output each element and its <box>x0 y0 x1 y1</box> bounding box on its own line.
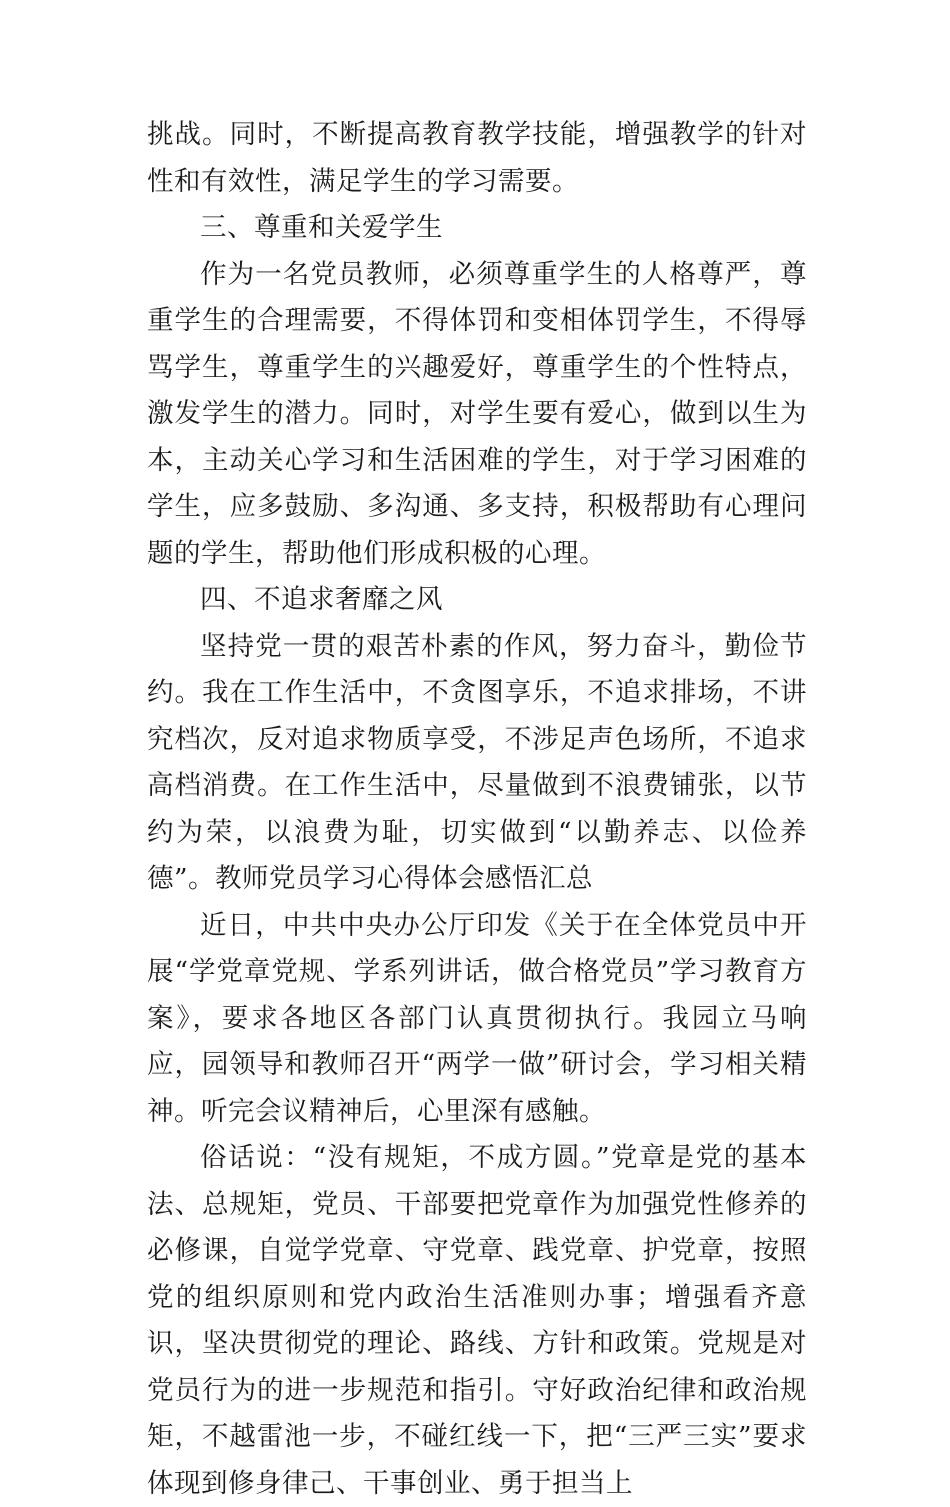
paragraph-respect-students: 作为一名党员教师，必须尊重学生的人格尊严，尊重学生的合理需要，不得体罚和变相体罚学生，不得辱骂学生，尊重学生的兴趣爱好，尊重学生的个性特点，激发学生的潜力。同时，对学生要有爱心，做到以生为本，主动关心学习和生活困难的学生，对于学习困难的学生，应多鼓励、多沟通、多支持，积极帮助有心理问题的学生，帮助他们形成积极的心理。 <box>147 258 807 569</box>
paragraph-rules: 俗话说：“没有规矩，不成方圆。”党章是党的基本法、总规矩，党员、干部要把党章作为加强党性修养的必修课，自觉学党章、守党章、践党章、护党章，按照党的组织原则和党内政治生活准则办事；增强看齐意识，坚决贯彻党的理论、路线、方针和政策。党规是对党员行为的进一步规范和指引。守好政治纪律和政治规矩，不越雷池一步，不碰红线一下，把“三严三实”要求体现到修身律己、干事创业、勇于担当上 <box>147 1142 807 1499</box>
paragraph-continuation: 挑战。同时，不断提高教育教学技能，增强教学的针对性和有效性，满足学生的学习需要。 <box>147 119 807 197</box>
section-heading-3: 三、尊重和关爱学生 <box>200 212 443 243</box>
paragraph-frugality: 坚持党一贯的艰苦朴素的作风，努力奋斗，勤俭节约。我在工作生活中，不贪图享乐，不追求排场，不讲究档次，反对追求物质享受，不涉足声色场所，不追求高档消费。在工作生活中，尽量做到不浪费铺张，以节约为荣，以浪费为耻，切实做到“以勤养志、以俭养德”。教师党员学习心得体会感悟汇总 <box>147 630 807 894</box>
document-body <box>147 112 807 1507</box>
paragraph-recent-notice: 近日，中共中央办公厅印发《关于在全体党员中开展“学党章党规、学系列讲话，做合格党员”学习教育方案》，要求各地区各部门认真贯彻执行。我园立马响应，园领导和教师召开“两学一做”研讨会，学习相关精神。听完会议精神后，心里深有感触。 <box>147 909 807 1127</box>
section-heading-4: 四、不追求奢靡之风 <box>200 584 443 615</box>
